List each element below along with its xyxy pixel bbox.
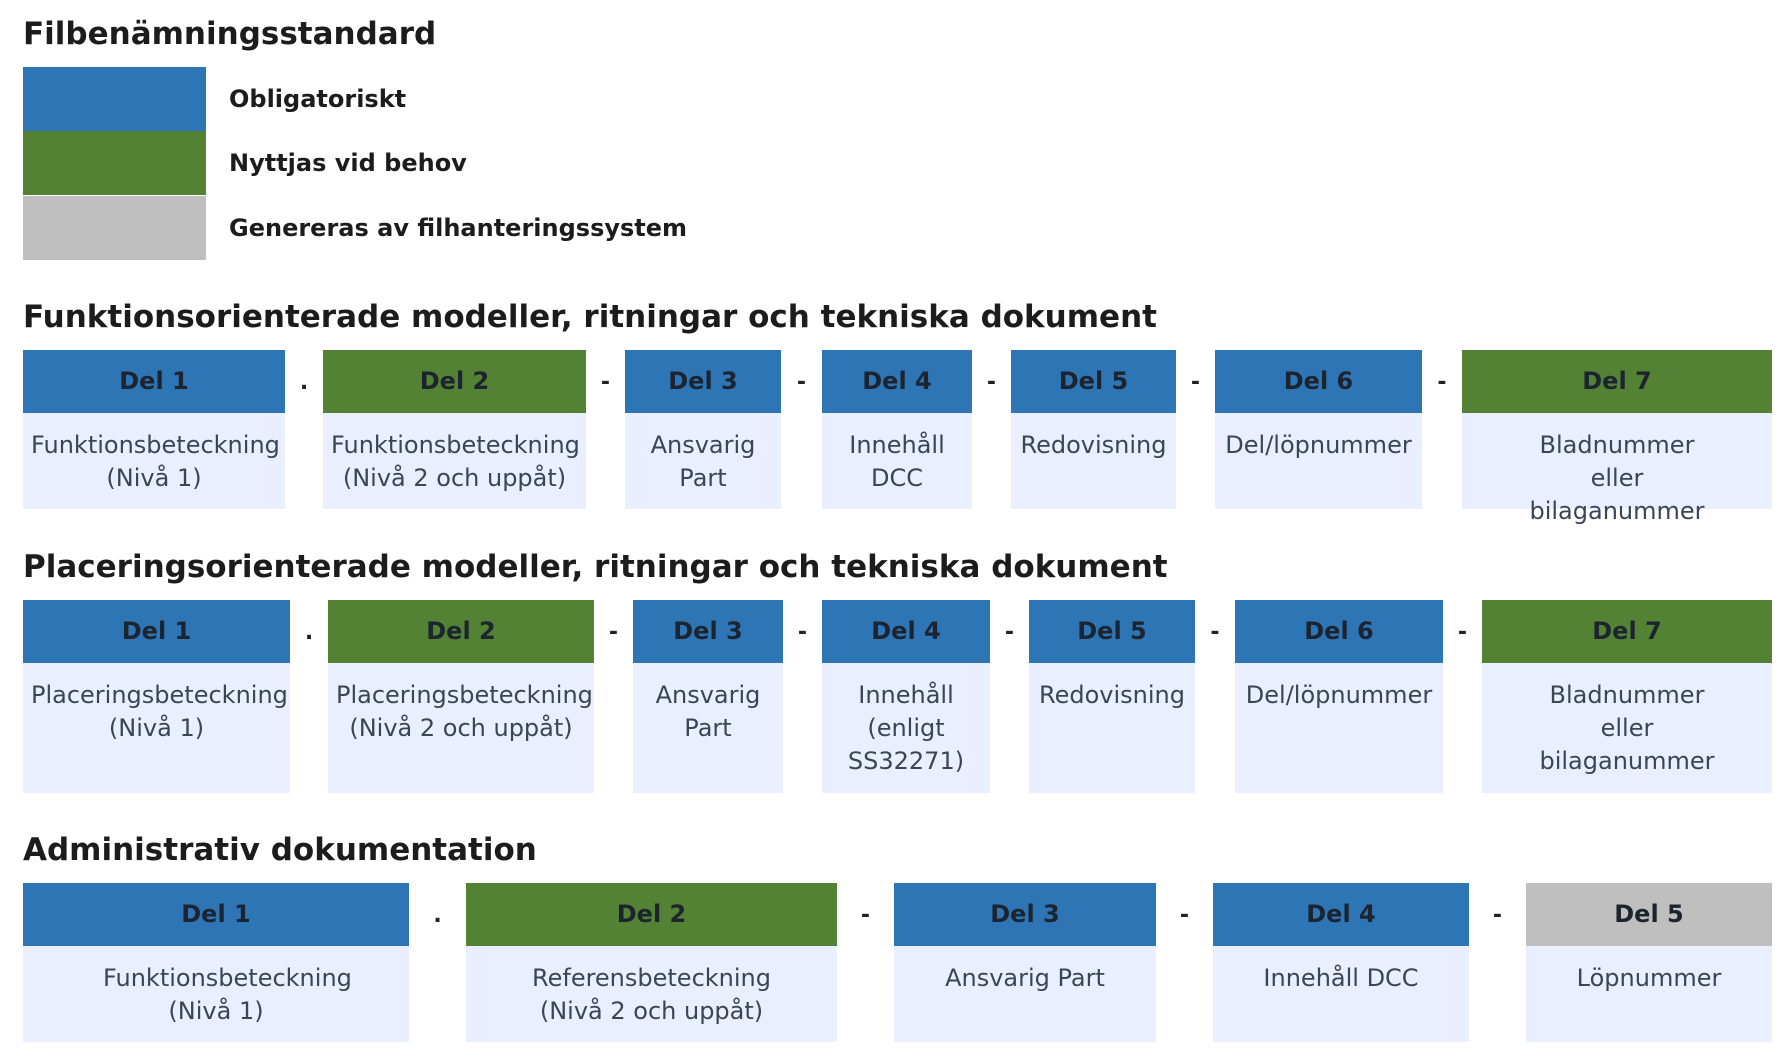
part-description: Innehåll DCC [1213,946,1469,1042]
part-box-del-2 [466,883,837,1042]
legend-swatch-grey [23,196,206,260]
part-header: Del 6 [1215,350,1422,413]
part-header: Del 1 [23,350,285,413]
part-description: Löpnummer [1526,946,1772,1042]
part-header: Del 2 [466,883,837,946]
part-header: Del 5 [1526,883,1772,946]
part-header: Del 7 [1462,350,1772,413]
separator-dash: - [600,370,611,395]
part-description: Bladnummer eller bilaganummer [1482,663,1772,793]
part-box-del-1 [23,350,285,509]
part-header: Del 6 [1235,600,1443,663]
section-title-placeringsorienterade: Placeringsorienterade modeller, ritningar och tekniska dokument [23,549,1168,585]
part-description: Innehåll DCC [822,413,972,509]
part-header: Del 7 [1482,600,1772,663]
part-box-del-4 [822,350,972,509]
legend-swatch-blue [23,67,206,131]
part-header: Del 2 [323,350,586,413]
separator-dash: - [1179,903,1190,928]
separator-dash: - [608,620,619,645]
separator-dash: - [1004,620,1015,645]
part-box-del-5 [1526,883,1772,1042]
part-description: Funktionsbeteckning (Nivå 1) [23,413,285,509]
part-header: Del 3 [625,350,781,413]
part-description: Redovisning [1029,663,1195,793]
part-description: Ansvarig Part [633,663,783,793]
part-description: Ansvarig Part [894,946,1156,1042]
part-description: Del/löpnummer [1235,663,1443,793]
legend-label: Nyttjas vid behov [229,149,467,177]
separator-dot: . [433,903,442,928]
separator-dot: . [299,370,309,395]
part-box-del-4 [822,600,990,793]
legend-item-obligatoriskt [23,67,723,131]
section-title-administrativ: Administrativ dokumentation [23,832,537,868]
separator-dash: - [1210,620,1220,645]
legend-swatch-green [23,131,206,195]
part-box-del-6 [1235,600,1443,793]
part-box-del-4 [1213,883,1469,1042]
part-header: Del 2 [328,600,594,663]
part-box-del-7 [1482,600,1772,793]
part-description: Placeringsbeteckning (Nivå 1) [23,663,290,793]
separator-dash: - [1190,370,1201,395]
part-box-del-5 [1011,350,1176,509]
legend-label: Genereras av filhanteringssystem [229,214,688,242]
part-header: Del 1 [23,600,290,663]
part-header: Del 5 [1011,350,1176,413]
part-box-del-1 [23,600,290,793]
separator-dot: . [304,620,314,645]
part-box-del-2 [328,600,594,793]
part-description: Funktionsbeteckning (Nivå 2 och uppåt) [323,413,586,509]
section-title-funktionsorienterade: Funktionsorienterade modeller, ritningar och tekniska dokument [23,299,1157,335]
part-header: Del 4 [822,600,990,663]
part-header: Del 4 [1213,883,1469,946]
part-header: Del 5 [1029,600,1195,663]
part-description: Innehåll (enligt SS32271) [822,663,990,793]
part-box-del-3 [894,883,1156,1042]
part-header: Del 3 [894,883,1156,946]
part-description: Funktionsbeteckning (Nivå 1) [23,946,409,1042]
part-description: Redovisning [1011,413,1176,509]
part-description: Bladnummer eller bilaganummer [1462,413,1772,509]
separator-dash: - [1492,903,1503,928]
separator-dash: - [796,370,807,395]
part-box-del-7 [1462,350,1772,525]
separator-dash: - [1457,620,1468,645]
separator-dash: - [860,903,871,928]
part-header: Del 4 [822,350,972,413]
separator-dash: - [797,620,808,645]
page-title: Filbenämningsstandard [23,16,437,52]
legend-label: Obligatoriskt [229,85,407,113]
part-description: Del/löpnummer [1215,413,1422,509]
part-box-del-2 [323,350,586,509]
legend-item-genereras [23,196,723,260]
legend-item-nyttjas-vid-behov [23,131,723,195]
part-box-del-3 [625,350,781,509]
separator-dash: - [986,370,997,395]
part-header: Del 1 [23,883,409,946]
part-box-del-3 [633,600,783,793]
separator-dash: - [1437,370,1447,395]
part-box-del-1 [23,883,409,1042]
part-box-del-6 [1215,350,1422,509]
part-description: Referensbeteckning (Nivå 2 och uppåt) [466,946,837,1042]
part-description: Ansvarig Part [625,413,781,509]
part-box-del-5 [1029,600,1195,793]
part-description: Placeringsbeteckning (Nivå 2 och uppåt) [328,663,594,793]
part-header: Del 3 [633,600,783,663]
